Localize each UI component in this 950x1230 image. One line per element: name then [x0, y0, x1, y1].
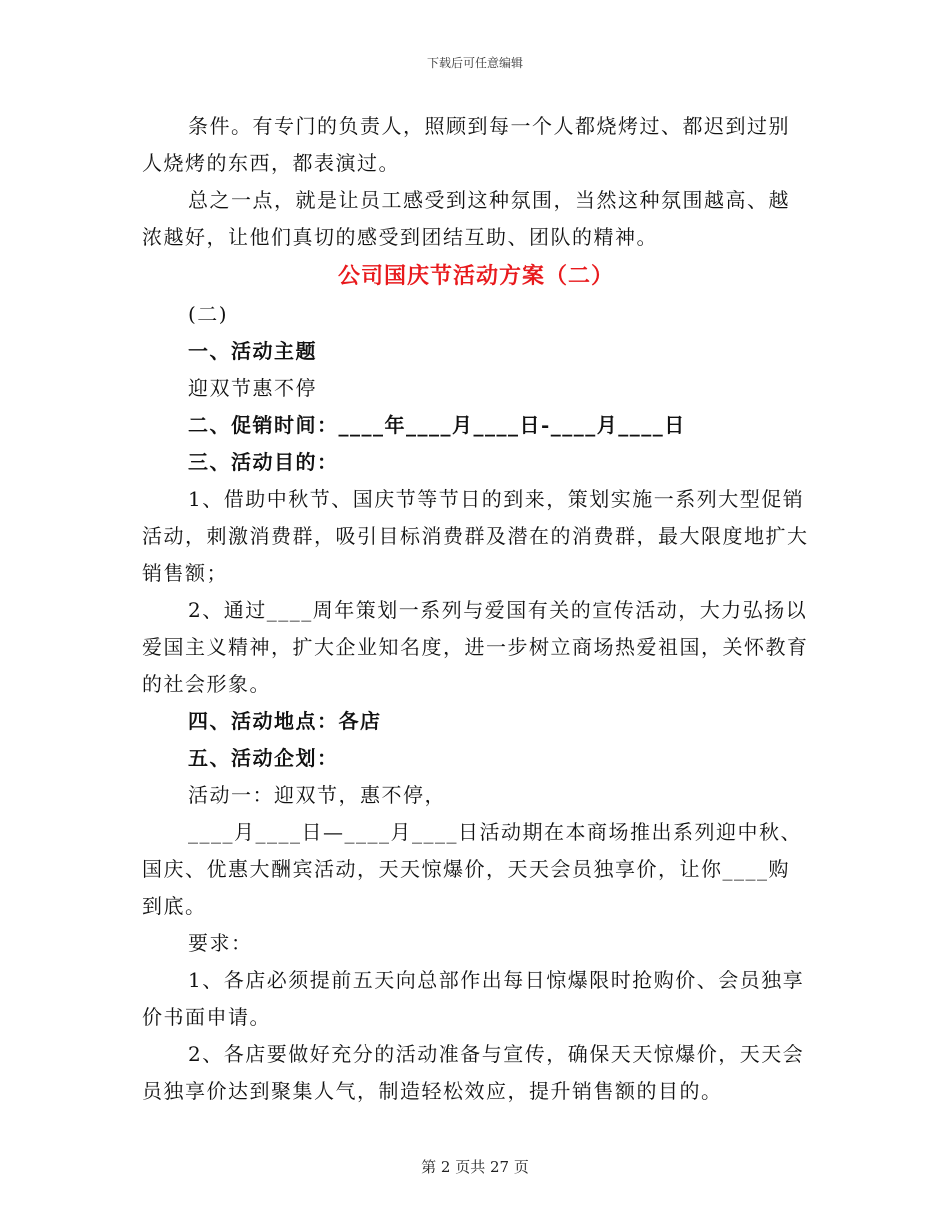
- paragraph-summary: 总之一点，就是让员工感受到这种氛围，当然这种氛围越高、越浓越好，让他们真切的感受到团结互助、团队的精神。: [142, 188, 790, 249]
- activity-one-title: 活动一：迎双节，惠不停，: [188, 783, 446, 807]
- requirement-item-2: 2、各店要做好充分的活动准备与宣传，确保天天惊爆价，天天会员独享价达到聚集人气，制造轻松效应，提升销售额的目的。: [142, 1042, 805, 1103]
- heading-location: 四、活动地点：各店: [188, 709, 382, 733]
- section-title: 公司国庆节活动方案（二）: [337, 263, 614, 289]
- heading-purpose: 三、活动目的：: [188, 450, 339, 474]
- purpose-item-2: 2、通过____周年策划一系列与爱国有关的宣传活动，大力弘扬以爱国主义精神，扩大企业知名度，进一步树立商场热爱祖国，关怀教育的社会形象。: [142, 598, 809, 696]
- requirements-label: 要求：: [188, 931, 253, 955]
- sub-number: (二): [188, 302, 229, 326]
- theme-text: 迎双节惠不停: [188, 376, 317, 400]
- heading-theme: 一、活动主题: [188, 339, 317, 363]
- paragraph-continuation: 条件。有专门的负责人，照顾到每一个人都烧烤过、都迟到过别人烧烤的东西，都表演过。: [142, 114, 790, 175]
- heading-promo-time: 二、促销时间：____年____月____日-____月____日: [188, 413, 686, 437]
- activity-one-text: ____月____日—____月____日活动期在本商场推出系列迎中秋、国庆、优惠大酬宾活动，天天惊爆价，天天会员独享价，让你____购到底。: [142, 820, 802, 918]
- purpose-item-1: 1、借助中秋节、国庆节等节日的到来，策划实施一系列大型促销活动，刺激消费群，吸引目标消费群及潜在的消费群，最大限度地扩大销售额；: [142, 487, 809, 585]
- requirement-item-1: 1、各店必须提前五天向总部作出每日惊爆限时抢购价、会员独享价书面申请。: [142, 968, 805, 1029]
- document-body: [142, 108, 810, 1110]
- page-footer: 第 2 页共 27 页: [421, 1158, 529, 1176]
- heading-planning: 五、活动企划：: [188, 746, 339, 770]
- page-header: 下载后可任意编辑: [426, 56, 523, 70]
